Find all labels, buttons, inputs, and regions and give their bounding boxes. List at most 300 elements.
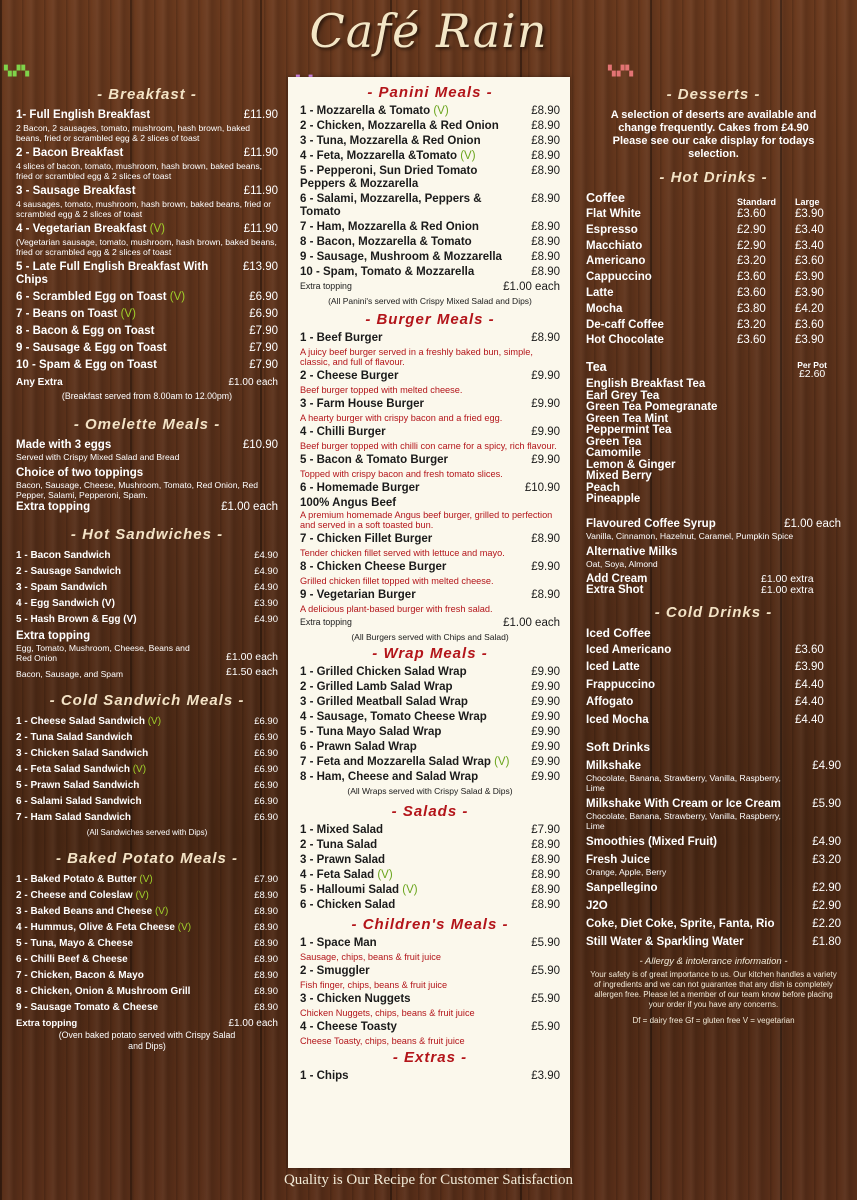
- menu-item-name-wrap: [16, 985, 190, 998]
- wrap-note: (All Wraps served with Crispy Salad & Dips): [347, 786, 513, 796]
- menu-item-price: £9.90: [531, 666, 560, 678]
- menu-item: [300, 332, 560, 367]
- menu-item-row: [16, 581, 278, 594]
- menu-item-name-wrap: [16, 581, 107, 594]
- children-list: [300, 937, 560, 1046]
- menu-item-desc: Beef burger topped with chilli con carne for a spicy, rich flavour.: [300, 441, 557, 451]
- menu-item-name: 4 - Cheese Toasty: [300, 1021, 397, 1033]
- menu-item: [300, 482, 560, 530]
- menu-item-name-wrap: [300, 937, 377, 950]
- soft-drink-desc: Orange, Apple, Berry: [586, 867, 667, 878]
- menu-item-row: [16, 921, 278, 934]
- soft-drink-name: Smoothies (Mixed Fruit): [586, 836, 717, 849]
- menu-item: [300, 251, 560, 264]
- menu-item-price: £9.90: [531, 398, 560, 410]
- menu-item-row: [16, 359, 278, 372]
- soft-drink-name: J2O: [586, 900, 608, 913]
- menu-item-row: [300, 482, 560, 495]
- menu-item-row: [16, 747, 278, 760]
- menu-item-name-wrap: [300, 965, 370, 978]
- soft-drink-price: £5.90: [812, 798, 841, 811]
- menu-item-name-wrap: [16, 953, 128, 966]
- wrap-list: [300, 666, 560, 784]
- menu-item-name-wrap: [300, 236, 472, 249]
- menu-item-name: 2 - Smuggler: [300, 965, 370, 977]
- burger-list: [300, 332, 560, 614]
- menu-item: [300, 1070, 560, 1083]
- menu-item-name: 10 - Spam & Egg on Toast: [16, 359, 157, 371]
- coffee-name: Espresso: [586, 223, 638, 236]
- menu-item: [300, 965, 560, 990]
- menu-item-row: [16, 937, 278, 950]
- coffee-name: Hot Chocolate: [586, 334, 664, 347]
- alt-milks: Alternative Milks Oat, Soya, Almond: [586, 545, 678, 569]
- menu-item-name: 8 - Chicken Cheese Burger: [300, 561, 447, 573]
- cafe-title: Café Rain: [309, 4, 548, 58]
- breakfast-extra: Any Extra £1.00 each: [16, 377, 278, 388]
- menu-item: [16, 731, 278, 744]
- menu-item-price: £8.90: [531, 236, 560, 248]
- coffee-row: [586, 254, 841, 270]
- omelette-choice-list: Bacon, Sausage, Cheese, Mushroom, Tomato, Red Onion, Red Pepper, Salami, Pepperoni, Spam.: [16, 480, 259, 500]
- menu-item-name: 8 - Bacon & Egg on Toast: [16, 325, 155, 337]
- menu-item-row: [300, 854, 560, 867]
- vegetarian-badge: (V): [149, 223, 165, 235]
- menu-item-name-wrap: [16, 549, 110, 562]
- iced-coffee-name: Iced Americano: [586, 643, 672, 656]
- menu-item-name: 8 - Ham, Cheese and Salad Wrap: [300, 771, 479, 783]
- omelette-choice: Choice of two toppings: [16, 467, 144, 479]
- menu-item-row: [16, 342, 278, 355]
- menu-item-price: £5.90: [531, 1021, 560, 1033]
- iced-coffee-price: £4.40: [795, 678, 824, 691]
- menu-item: [16, 185, 278, 219]
- coffee-standard-price: £3.20: [737, 318, 766, 331]
- extras-title: - Extras -: [392, 1049, 468, 1066]
- coffee-large-price: £3.40: [795, 239, 824, 252]
- menu-item-name: 7 - Chicken Fillet Burger: [300, 533, 433, 545]
- menu-item: [300, 711, 560, 724]
- coffee-standard-price: £3.60: [737, 334, 766, 347]
- menu-item-price: £7.90: [531, 824, 560, 836]
- menu-item-desc: Cheese Toasty, chips, beans & fruit juice: [300, 1036, 465, 1046]
- menu-item-name: 1 - Bacon Sandwich: [16, 550, 111, 561]
- soft-drink-name: Still Water & Sparkling Water: [586, 936, 744, 949]
- menu-item-name-wrap: [300, 899, 395, 912]
- menu-item-name-wrap: [16, 613, 137, 626]
- menu-item-name-wrap: [16, 873, 153, 886]
- menu-item-price: £11.90: [243, 185, 278, 197]
- menu-item-name: 6 - Salami, Mozzarella, Peppers & Tomato: [300, 193, 482, 218]
- menu-item-name: 2 - Grilled Lamb Salad Wrap: [300, 681, 453, 693]
- menu-item-row: [300, 120, 560, 133]
- menu-item-name: 6 - Salami Salad Sandwich: [16, 796, 142, 807]
- menu-item-name-wrap: [300, 869, 393, 882]
- menu-item-desc: Tender chicken fillet served with lettuce and mayo.: [300, 548, 505, 558]
- menu-item-name-wrap: [300, 426, 386, 439]
- menu-item-row: [300, 1070, 560, 1083]
- coffee-large-price: £3.90: [795, 286, 824, 299]
- menu-item-row: [16, 795, 278, 808]
- coffee-name: Flat White: [586, 208, 641, 220]
- menu-item-row: [16, 731, 278, 744]
- menu-item-name-wrap: [300, 666, 467, 679]
- menu-item-row: [300, 221, 560, 234]
- soft-drinks-list: [586, 760, 841, 949]
- baked-potato-extra: Extra topping £1.00 each: [16, 1018, 278, 1029]
- menu-item: [300, 666, 560, 679]
- coffee-header: Coffee: [586, 191, 625, 205]
- menu-item-row: [16, 613, 278, 626]
- menu-item: [16, 937, 278, 950]
- menu-item-desc: 4 slices of bacon, tomato, mushroom, hash brown, baked beans, fried or scrambled egg & 2 slices of toast: [16, 161, 263, 181]
- menu-item-name: 3 - Baked Beans and Cheese: [16, 906, 153, 917]
- menu-item-price: £9.90: [531, 741, 560, 753]
- menu-item-name-wrap: [300, 105, 449, 118]
- coffee-row: [586, 223, 841, 239]
- menu-item-row: [300, 266, 560, 279]
- menu-item-name: 4 - Feta Salad: [300, 869, 375, 881]
- vegetarian-badge: (V): [139, 874, 153, 885]
- menu-item-price: £13.90: [242, 261, 278, 273]
- menu-item-row: [300, 561, 560, 574]
- coffee-large-price: £3.40: [795, 223, 824, 236]
- menu-item-price: £5.90: [531, 965, 560, 977]
- menu-item: [300, 869, 560, 882]
- menu-item-name-wrap: [300, 251, 502, 264]
- vegetarian-badge: (V): [120, 308, 136, 320]
- menu-item-name-wrap: [16, 308, 136, 321]
- menu-item-name: 4 - Hummus, Olive & Feta Cheese: [16, 922, 175, 933]
- menu-item-name: 5 - Late Full English Breakfast With Chips: [16, 261, 209, 286]
- menu-item-row: [300, 824, 560, 837]
- menu-item-price: £8.90: [531, 839, 560, 851]
- menu-item-name: 7 - Feta and Mozzarella Salad Wrap: [300, 756, 491, 768]
- menu-item: [300, 884, 560, 897]
- menu-item: [300, 1021, 560, 1046]
- menu-item: [16, 747, 278, 760]
- menu-item-name: 1 - Beef Burger: [300, 332, 383, 344]
- menu-item-desc: Topped with crispy bacon and fresh tomato slices.: [300, 469, 503, 479]
- menu-item-row: [16, 261, 278, 287]
- menu-item-name: 2 - Sausage Sandwich: [16, 566, 122, 577]
- menu-item-price: £3.90: [254, 598, 278, 609]
- iced-coffee-name: Frappuccino: [586, 678, 656, 691]
- menu-item-name-wrap: [16, 763, 146, 776]
- omelette-served: Served with Crispy Mixed Salad and Bread: [16, 452, 180, 462]
- menu-item-name: 9 - Sausage, Mushroom & Mozzarella: [300, 251, 502, 263]
- salads-title: - Salads -: [391, 803, 469, 820]
- vegetarian-badge: (V): [460, 150, 476, 162]
- menu-item: [16, 795, 278, 808]
- menu-item-price: £8.90: [531, 266, 560, 278]
- menu-item: [300, 120, 560, 133]
- menu-item-row: [16, 223, 278, 236]
- extras-list: [300, 1070, 560, 1083]
- menu-item-name-wrap: [300, 839, 377, 852]
- menu-item-price: £5.90: [531, 937, 560, 949]
- menu-item-name-wrap: [300, 589, 416, 602]
- menu-item-row: [300, 937, 560, 950]
- menu-item-row: [300, 965, 560, 978]
- menu-item: [16, 811, 278, 824]
- coffee-large-price: £3.60: [795, 255, 824, 268]
- vegetarian-badge: (V): [132, 764, 147, 775]
- soft-drink-price: £2.20: [812, 918, 841, 931]
- menu-item-desc: Beef burger topped with melted cheese.: [300, 385, 463, 395]
- desserts-title: - Desserts -: [666, 86, 761, 103]
- menu-item-name-wrap: [16, 969, 144, 982]
- menu-item-name: 1 - Grilled Chicken Salad Wrap: [300, 666, 467, 678]
- menu-item-row: [300, 771, 560, 784]
- cold-sandwiches-list: [16, 715, 278, 824]
- soft-drink-item: [586, 798, 841, 831]
- burger-note: (All Burgers served with Chips and Salad): [351, 632, 509, 642]
- menu-item-row: [300, 884, 560, 897]
- menu-item: [300, 756, 560, 769]
- soft-drink-item: [586, 882, 841, 895]
- wrap-title: - Wrap Meals -: [372, 645, 488, 662]
- menu-item-price: £9.90: [531, 726, 560, 738]
- menu-item-price: £8.90: [531, 332, 560, 344]
- menu-item: [300, 221, 560, 234]
- soft-drink-row: [586, 918, 841, 931]
- menu-item-row: [300, 426, 560, 439]
- menu-item-price: £8.90: [254, 986, 278, 997]
- menu-item: [16, 223, 278, 257]
- coffee-standard-price: £3.80: [737, 302, 766, 315]
- menu-item-name: 7 - Ham, Mozzarella & Red Onion: [300, 221, 479, 233]
- menu-item-name: 10 - Spam, Tomato & Mozzarella: [300, 266, 475, 278]
- menu-item: [16, 291, 278, 304]
- menu-item-price: £8.90: [531, 533, 560, 545]
- menu-item-name-wrap: [300, 266, 474, 279]
- menu-item-price: £6.90: [254, 764, 278, 775]
- syrup: Flavoured Coffee Syrup £1.00 each Vanilla, Cinnamon, Hazelnut, Caramel, Pumpkin Spice: [586, 517, 841, 541]
- menu-item-name: 2 - Bacon Breakfast: [16, 147, 124, 159]
- vegetarian-badge: (V): [147, 716, 162, 727]
- menu-item-desc: (Vegetarian sausage, tomato, mushroom, hash brown, baked beans, fried or scrambled egg & 2 slices of toast: [16, 237, 277, 257]
- menu-item-name-wrap: [16, 715, 161, 728]
- coffee-sizes: Standard Large: [737, 197, 820, 207]
- menu-item-name: 7 - Chicken, Bacon & Mayo: [16, 970, 144, 981]
- menu-item-name-wrap: [16, 779, 139, 792]
- menu-item: [300, 589, 560, 614]
- menu-item-name-wrap: [16, 811, 131, 824]
- soft-drink-price: £2.90: [812, 900, 841, 913]
- iced-coffee-label: Iced Coffee: [586, 625, 651, 640]
- iced-coffee-row: [586, 677, 841, 695]
- soft-drink-name: Coke, Diet Coke, Sprite, Fanta, Rio: [586, 918, 775, 931]
- menu-item-name-wrap: [300, 135, 481, 148]
- menu-item-price: £3.90: [531, 1070, 560, 1082]
- iced-coffee-row: [586, 659, 841, 677]
- soft-drink-name: Milkshake With Cream or Ice Cream: [586, 798, 781, 811]
- extra-shot: Extra Shot £1.00 extra: [586, 583, 814, 596]
- menu-item-name-wrap: [300, 482, 420, 495]
- menu-item-name-wrap: [300, 454, 448, 467]
- menu-item-name: 4 - Feta Salad Sandwich: [16, 764, 130, 775]
- menu-item: [16, 779, 278, 792]
- tea-header: Tea Per Pot £2.60: [586, 360, 827, 381]
- menu-item-price: £9.90: [531, 426, 560, 438]
- menu-item-name: 5 - Pepperoni, Sun Dried Tomato Peppers & Mozzarella: [300, 165, 478, 190]
- menu-item-price: £8.90: [531, 589, 560, 601]
- menu-item-price: £6.90: [254, 812, 278, 823]
- tea-item: Peach: [586, 481, 620, 494]
- menu-item-name: 3 - Farm House Burger: [300, 398, 424, 410]
- menu-item-name-wrap: [16, 905, 168, 918]
- menu-item-name: 2 - Chicken, Mozzarella & Red Onion: [300, 120, 499, 132]
- panini-title: - Panini Meals -: [367, 84, 493, 101]
- menu-item-name-wrap: [16, 731, 133, 744]
- burger-title: - Burger Meals -: [365, 311, 495, 328]
- menu-item-row: [16, 1001, 278, 1014]
- menu-item-name: 1 - Cheese Salad Sandwich: [16, 716, 145, 727]
- menu-item: [16, 969, 278, 982]
- coffee-name: Americano: [586, 255, 646, 268]
- menu-item-price: £5.90: [531, 993, 560, 1005]
- menu-item: [300, 150, 560, 163]
- coffee-standard-price: £2.90: [737, 239, 766, 252]
- menu-item-name-wrap: [300, 854, 385, 867]
- menu-item-price: £11.90: [243, 109, 278, 121]
- menu-item-price: £6.90: [254, 796, 278, 807]
- coffee-standard-price: £3.60: [737, 208, 766, 220]
- menu-item-row: [16, 325, 278, 338]
- iced-coffee-row: [586, 642, 841, 660]
- hot-drinks-title: - Hot Drinks -: [659, 169, 768, 186]
- menu-item-row: [16, 308, 278, 321]
- iced-coffee-row: [586, 694, 841, 712]
- menu-item-price: £4.90: [254, 566, 278, 577]
- menu-item-name-wrap: [16, 1001, 158, 1014]
- soft-drink-row: [586, 854, 841, 867]
- menu-item-price: £9.90: [531, 454, 560, 466]
- menu-item: [300, 236, 560, 249]
- menu-item-price: £8.90: [254, 1002, 278, 1013]
- menu-item-price: £8.90: [531, 854, 560, 866]
- soft-drink-name: Fresh Juice: [586, 854, 650, 867]
- menu-item-row: [16, 549, 278, 562]
- menu-item-price: £8.90: [254, 906, 278, 917]
- menu-item-name-wrap: [300, 696, 468, 709]
- hot-sandwiches-extra-row1: Egg, Tomato, Mushroom, Cheese, Beans and Red Onion £1.00 each: [16, 643, 278, 663]
- menu-item-name-wrap: [16, 889, 149, 902]
- menu-item-row: [16, 873, 278, 886]
- vegetarian-badge: (V): [177, 922, 192, 933]
- menu-item: [16, 873, 278, 886]
- soft-drink-desc: Chocolate, Banana, Strawberry, Vanilla, Raspberry, Lime: [586, 773, 781, 794]
- menu-item: [300, 771, 560, 784]
- children-title: - Children's Meals -: [351, 916, 509, 933]
- menu-item-row: [300, 756, 560, 769]
- menu-item-row: [300, 135, 560, 148]
- menu-item: [300, 726, 560, 739]
- menu-item-row: [300, 711, 560, 724]
- menu-item-price: £8.90: [254, 938, 278, 949]
- menu-item-name-wrap: [16, 185, 136, 198]
- menu-item: [300, 370, 560, 395]
- menu-item-row: [16, 889, 278, 902]
- menu-item: [300, 824, 560, 837]
- menu-item: [16, 921, 278, 934]
- menu-item: [300, 193, 560, 219]
- menu-item-name: 3 - Prawn Salad: [300, 854, 386, 866]
- coffee-name: Mocha: [586, 302, 623, 315]
- menu-item-sub: 100% Angus Beef: [300, 497, 397, 509]
- tea-item: Peppermint Tea: [586, 424, 672, 437]
- menu-item: [16, 763, 278, 776]
- iced-coffee-name: Iced Mocha: [586, 713, 649, 726]
- menu-item-name-wrap: [16, 342, 167, 355]
- desserts-text: A selection of deserts are available and change frequently. Cakes from £4.90 Please see our cake display for todays selection.: [610, 109, 817, 160]
- menu-item-name-wrap: [300, 193, 525, 219]
- tea-list: [586, 379, 841, 506]
- right-column: [586, 80, 841, 1026]
- soft-drink-price: £2.90: [812, 882, 841, 895]
- menu-item-desc: A delicious plant-based burger with fresh salad.: [300, 604, 493, 614]
- menu-item-name: 3 - Sausage Breakfast: [16, 185, 136, 197]
- soft-drink-row: [586, 900, 841, 913]
- salads-list: [300, 824, 560, 912]
- panini-note: (All Panini's served with Crispy Mixed Salad and Dips): [328, 296, 532, 306]
- menu-item: [16, 147, 278, 181]
- menu-item-price: £6.90: [254, 748, 278, 759]
- menu-item-row: [300, 741, 560, 754]
- soft-drink-price: £3.20: [812, 854, 841, 867]
- panini-list: [300, 105, 560, 279]
- menu-item: [300, 854, 560, 867]
- menu-item-row: [300, 696, 560, 709]
- menu-item: [300, 696, 560, 709]
- menu-item: [16, 261, 278, 287]
- menu-item: [300, 105, 560, 118]
- menu-item-name-wrap: [16, 261, 237, 287]
- menu-item: [16, 308, 278, 321]
- menu-item-name-wrap: [300, 726, 441, 739]
- tea-item: Green Tea: [586, 435, 642, 448]
- menu-item-row: [300, 1021, 560, 1034]
- hot-sandwiches-title: - Hot Sandwiches -: [70, 526, 224, 543]
- coffee-list: [586, 207, 841, 349]
- menu-item-row: [300, 899, 560, 912]
- menu-item-name-wrap: [16, 109, 150, 122]
- menu-item-name: 3 - Spam Sandwich: [16, 582, 108, 593]
- menu-item-name: 9 - Sausage & Egg on Toast: [16, 342, 167, 354]
- vegetarian-badge: (V): [169, 291, 186, 303]
- hot-sandwiches-extra: Extra topping: [16, 630, 91, 642]
- menu-item-name: 8 - Bacon, Mozzarella & Tomato: [300, 236, 472, 248]
- menu-item-row: [300, 165, 560, 191]
- soft-drink-row: [586, 936, 841, 949]
- menu-item-price: £8.90: [531, 105, 560, 117]
- menu-item-name-wrap: [16, 223, 165, 236]
- menu-item-row: [16, 969, 278, 982]
- menu-item-name: 1 - Space Man: [300, 937, 377, 949]
- flourish-icon: ▚▞▚: [608, 66, 635, 77]
- menu-item-row: [16, 147, 278, 160]
- menu-item-row: [16, 811, 278, 824]
- menu-item: [300, 681, 560, 694]
- menu-item: [300, 993, 560, 1018]
- menu-item-row: [300, 150, 560, 163]
- menu-item: [16, 715, 278, 728]
- vegetarian-badge: (V): [135, 890, 149, 901]
- menu-item-name: 4 - Vegetarian Breakfast: [16, 223, 147, 235]
- menu-item-name: 1 - Baked Potato & Butter: [16, 874, 137, 885]
- menu-item-row: [16, 779, 278, 792]
